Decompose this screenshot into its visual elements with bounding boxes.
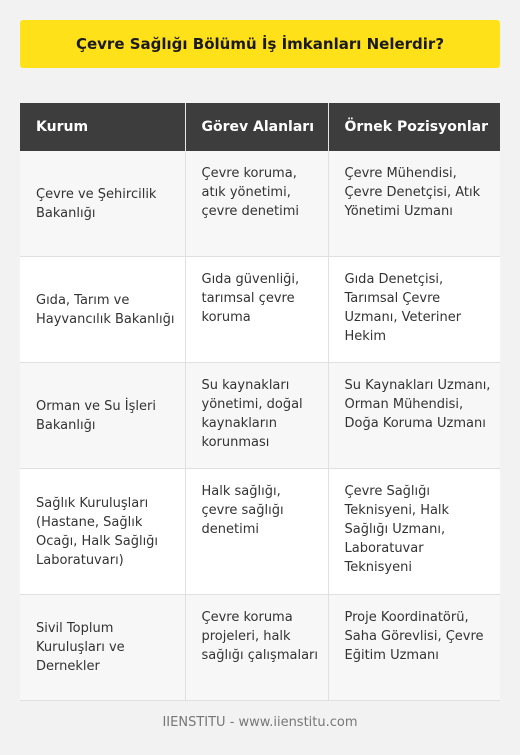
table-header-row bbox=[20, 103, 500, 151]
institution-cell: Sağlık Kuruluşları (Hastane, Sağlık Ocağı, Halk Sağlığı Laboratuvarı) bbox=[20, 469, 185, 595]
page-title: Çevre Sağlığı Bölümü İş İmkanları Nelerdir? bbox=[75, 35, 445, 53]
institution-cell: Orman ve Su İşleri Bakanlığı bbox=[20, 363, 185, 469]
positions-table bbox=[20, 103, 500, 701]
table-row bbox=[20, 151, 500, 257]
positions-cell: Çevre Sağlığı Teknisyeni, Halk Sağlığı Uzmanı, Laboratuvar Teknisyeni bbox=[328, 469, 500, 595]
duties-cell: Çevre koruma projeleri, halk sağlığı çalışmaları bbox=[185, 595, 328, 701]
institution-cell: Çevre ve Şehircilik Bakanlığı bbox=[20, 151, 185, 257]
table-row bbox=[20, 363, 500, 469]
positions-cell: Proje Koordinatörü, Saha Görevlisi, Çevre Eğitim Uzmanı bbox=[328, 595, 500, 701]
duties-cell: Halk sağlığı, çevre sağlığı denetimi bbox=[185, 469, 328, 595]
positions-cell: Su Kaynakları Uzmanı, Orman Mühendisi, Doğa Koruma Uzmanı bbox=[328, 363, 500, 469]
duties-cell: Su kaynakları yönetimi, doğal kaynakların korunması bbox=[185, 363, 328, 469]
footer-credit: IIENSTITU - www.iienstitu.com bbox=[162, 715, 358, 730]
table-row bbox=[20, 469, 500, 595]
positions-table-container bbox=[20, 103, 500, 701]
duties-cell: Gıda güvenliği, tarımsal çevre koruma bbox=[185, 257, 328, 363]
positions-cell: Gıda Denetçisi, Tarımsal Çevre Uzmanı, Veteriner Hekim bbox=[328, 257, 500, 363]
institution-cell: Gıda, Tarım ve Hayvancılık Bakanlığı bbox=[20, 257, 185, 363]
duties-cell: Çevre koruma, atık yönetimi, çevre denetimi bbox=[185, 151, 328, 257]
table-row bbox=[20, 595, 500, 701]
column-header-institution: Kurum bbox=[20, 103, 185, 151]
institution-cell: Sivil Toplum Kuruluşları ve Dernekler bbox=[20, 595, 185, 701]
table-row bbox=[20, 257, 500, 363]
column-header-duties: Görev Alanları bbox=[185, 103, 328, 151]
positions-cell: Çevre Mühendisi, Çevre Denetçisi, Atık Yönetimi Uzmanı bbox=[328, 151, 500, 257]
title-banner bbox=[20, 20, 500, 68]
column-header-positions: Örnek Pozisyonlar bbox=[328, 103, 500, 151]
